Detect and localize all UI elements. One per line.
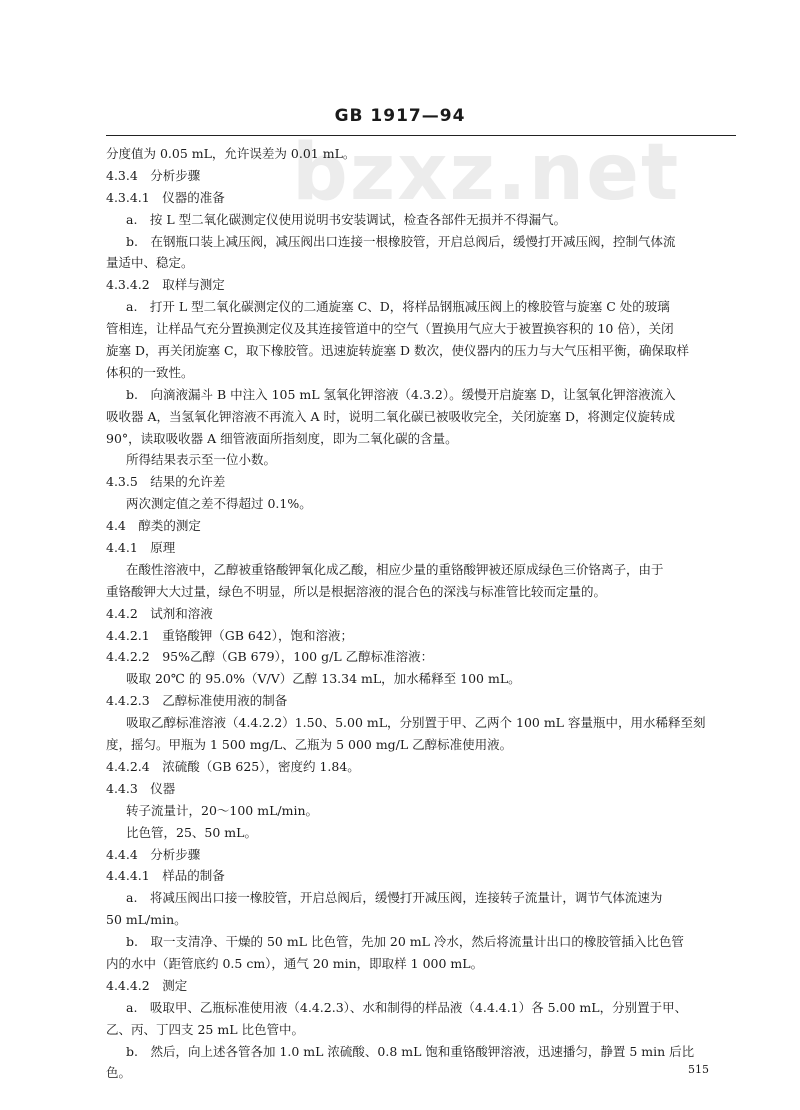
text-line: 4.4.1 原理 <box>106 540 176 556</box>
text-line: b. 然后，向上述各管各加 1.0 mL 浓硫酸、0.8 mL 饱和重铬酸钾溶液，迅速播匀，静置 5 min 后比 <box>126 1043 695 1059</box>
text-line: 两次测定值之差不得超过 0.1%。 <box>126 496 312 512</box>
text-line: 所得结果表示至一位小数。 <box>126 452 277 468</box>
text-line: 吸取 20℃ 的 95.0%（V/V）乙醇 13.34 mL，加水稀释至 100 mL。 <box>126 671 521 687</box>
text-line: 4.4.4.1 样品的制备 <box>106 868 225 884</box>
text-line: b. 取一支清净、干燥的 50 mL 比色管，先加 20 mL 冷水，然后将流量计出口的橡胶管插入比色管 <box>126 934 684 950</box>
text-line: 4.3.4.1 仪器的准备 <box>106 189 225 205</box>
text-line: 重铬酸钾大大过量，绿色不明显，所以是根据溶液的混合色的深浅与标准管比较而定量的。 <box>106 583 607 599</box>
text-line: 4.3.4.2 取样与测定 <box>106 277 225 293</box>
text-line: 4.3.5 结果的允许差 <box>106 474 226 490</box>
text-line: 90°，读取吸收器 A 细管液面所指刻度，即为二氧化碳的含量。 <box>106 430 458 446</box>
text-line: 50 mL/min。 <box>106 912 187 928</box>
text-line: 4.4.2.1 重铬酸钾（GB 642），饱和溶液； <box>106 627 353 643</box>
text-line: 吸取乙醇标准溶液（4.4.2.2）1.50、5.00 mL，分别置于甲、乙两个 100 mL 容量瓶中，用水稀释至刻 <box>126 715 706 731</box>
text-line: 内的水中（距管底约 0.5 cm），通气 20 min，即取样 1 000 mL。 <box>106 955 484 971</box>
text-line: 4.4.2.4 浓硫酸（GB 625），密度约 1.84。 <box>106 758 360 774</box>
text-line: 4.4.2.2 95%乙醇（GB 679），100 g/L 乙醇标准溶液： <box>106 649 434 665</box>
watermark: bzxz.net <box>292 128 681 218</box>
text-line: 管相连，让样品气充分置换测定仪及其连接管道中的空气（置换用气应大于被置换容积的 10 倍），关闭 <box>106 321 674 337</box>
header-rule <box>106 135 736 136</box>
text-line: 吸收器 A，当氢氧化钾溶液不再流入 A 时，说明二氧化碳已被吸收完全，关闭旋塞 D，将测定仪旋转成 <box>106 408 675 424</box>
text-line: a. 打开 L 型二氧化碳测定仪的二通旋塞 C、D，将样品钢瓶减压阀上的橡胶管与旋塞 C 处的玻璃 <box>126 299 670 315</box>
text-line: 4.4.2.3 乙醇标准使用液的制备 <box>106 693 288 709</box>
text-line: 转子流量计，20～100 mL/min。 <box>126 802 319 818</box>
text-line: a. 将减压阀出口接一橡胶管，开启总阀后，缓慢打开减压阀，连接转子流量计，调节气体流速为 <box>126 890 663 906</box>
text-line: 4.3.4 分析步骤 <box>106 167 201 183</box>
text-line: a. 吸取甲、乙瓶标准使用液（4.4.2.3）、水和制得的样品液（4.4.4.1）各 5.00 mL，分别置于甲、 <box>126 999 688 1015</box>
text-line: 比色管，25、50 mL。 <box>126 824 257 840</box>
text-line: a. 按 L 型二氧化碳测定仪使用说明书安装调试，检查各部件无损并不得漏气。 <box>126 211 567 227</box>
text-line: 4.4.4.2 测定 <box>106 977 188 993</box>
text-line: 4.4 醇类的测定 <box>106 518 201 534</box>
text-line: 量适中、稳定。 <box>106 255 194 271</box>
page-number: 515 <box>688 1063 709 1076</box>
text-line: 在酸性溶液中，乙醇被重铬酸钾氧化成乙酸，相应少量的重铬酸钾被还原成绿色三价铬离子，由于 <box>126 561 664 577</box>
text-line: 4.4.2 试剂和溶液 <box>106 605 213 621</box>
text-line: 旋塞 D，再关闭旋塞 C，取下橡胶管。迅速旋转旋塞 D 数次，使仪器内的压力与大气压相平衡，确保取样 <box>106 343 690 359</box>
text-line: 乙、丙、丁四支 25 mL 比色管中。 <box>106 1021 304 1037</box>
text-line: 4.4.3 仪器 <box>106 780 176 796</box>
page-header-title: GB 1917—94 <box>334 106 466 126</box>
text-line: 体积的一致性。 <box>106 364 194 380</box>
body-text <box>106 143 742 1084</box>
text-line: b. 向滴液漏斗 B 中注入 105 mL 氢氧化钾溶液（4.3.2）。缓慢开启旋塞 D，让氢氧化钾溶液流入 <box>126 386 676 402</box>
text-line: b. 在钢瓶口装上减压阀，减压阀出口连接一根橡胶管，开启总阀后，缓慢打开减压阀，控制气体流 <box>126 233 676 249</box>
text-line: 色。 <box>106 1065 132 1081</box>
text-line: 4.4.4 分析步骤 <box>106 846 201 862</box>
text-line: 度，摇匀。甲瓶为 1 500 mg/L、乙瓶为 5 000 mg/L 乙醇标准使用液。 <box>106 737 513 753</box>
text-line: 分度值为 0.05 mL，允许误差为 0.01 mL。 <box>106 146 356 161</box>
